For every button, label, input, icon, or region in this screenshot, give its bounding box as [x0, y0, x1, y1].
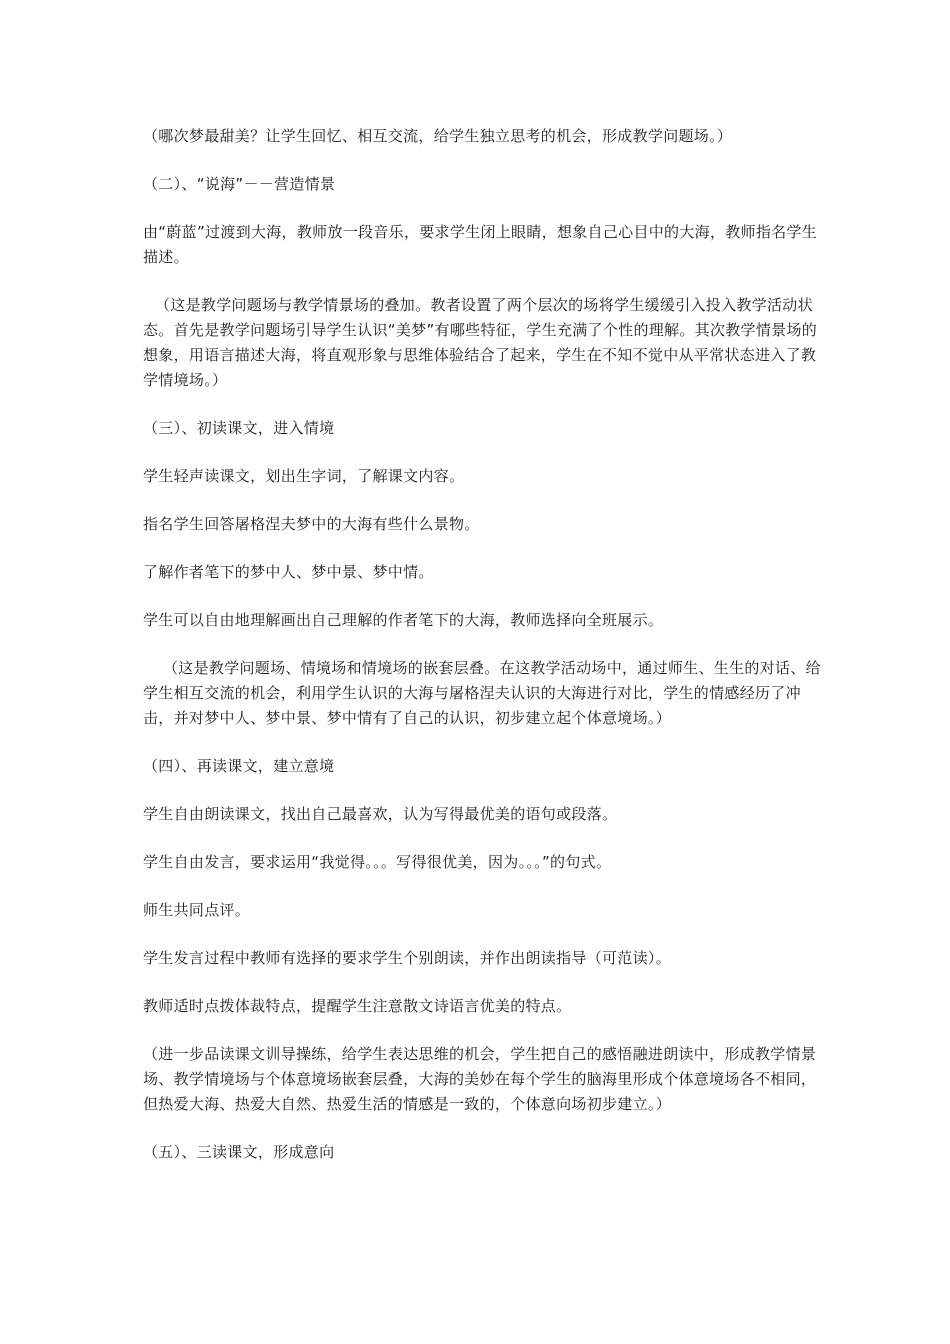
paragraph-step: 学生轻声读课文，划出生字词，了解课文内容。: [143, 467, 465, 485]
paragraph-step: 学生发言过程中教师有选择的要求学生个别朗读，并作出朗读指导（可范读）。: [143, 949, 672, 967]
section-heading-3: （三）、初读课文，进入情境: [143, 419, 335, 437]
paragraph-reflection-1: （哪次梦最甜美？让学生回忆、相互交流，给学生独立思考的机会，形成教学问题场。）: [143, 127, 733, 145]
paragraph-step: 学生自由发言，要求运用“我觉得。。。写得很优美，因为。。。”的句式。: [143, 853, 612, 871]
paragraph-step: 了解作者笔下的梦中人、梦中景、梦中情。: [143, 563, 434, 581]
section-heading-4: （四）、再读课文，建立意境: [143, 757, 335, 775]
paragraph-step: 学生可以自由地理解画出自己理解的作者笔下的大海，教师选择向全班展示。: [143, 611, 664, 629]
paragraph-step: 师生共同点评。: [143, 901, 251, 919]
document-body: [143, 124, 823, 1188]
paragraph-reflection-4: （进一步品读课文训导操练，给学生表达思维的机会，学生把自己的感悟融进朗读中，形成教学情景场、教学情境场与个体意境场嵌套层叠，大海的美妙在每个学生的脑海里形成个体意境场各不相同，但热爱大海、热爱大自然、热爱生活的情感是一致的，个体意向场初步建立。）: [143, 1045, 817, 1113]
section-heading-2: （二）、“说海”－－营造情景: [143, 175, 336, 193]
paragraph-step: 教师适时点拨体裁特点，提醒学生注意散文诗语言优美的特点。: [143, 997, 572, 1015]
paragraph-reflection-3: （这是教学问题场、情境场和情境场的嵌套层叠。在这教学活动场中，通过师生、生生的对话、给学生相互交流的机会，利用学生认识的大海与屠格涅夫认识的大海进行对比，学生的情感经历了冲击，并对梦中人、梦中景、梦中情有了自己的认识，初步建立起个体意境场。）: [143, 659, 821, 727]
paragraph-reflection-2: （这是教学问题场与教学情景场的叠加。教者设置了两个层次的场将学生缓缓引入投入教学活动状态。首先是教学问题场引导学生认识“美梦”有哪些特征，学生充满了个性的理解。其次教学情景场的想象，用语言描述大海，将直观形象与思维体验结合了起来，学生在不知不觉中从平常状态进入了教学情境场。）: [143, 296, 818, 389]
section-heading-5: （五）、三读课文，形成意向: [143, 1143, 335, 1161]
paragraph-step: 指名学生回答屠格涅夫梦中的大海有些什么景物。: [143, 515, 480, 533]
paragraph-step: 由“蔚蓝”过渡到大海，教师放一段音乐，要求学生闭上眼睛，想象自己心目中的大海，教师指名学生描述。: [143, 223, 818, 266]
paragraph-step: 学生自由朗读课文，找出自己最喜欢，认为写得最优美的语句或段落。: [143, 805, 618, 823]
